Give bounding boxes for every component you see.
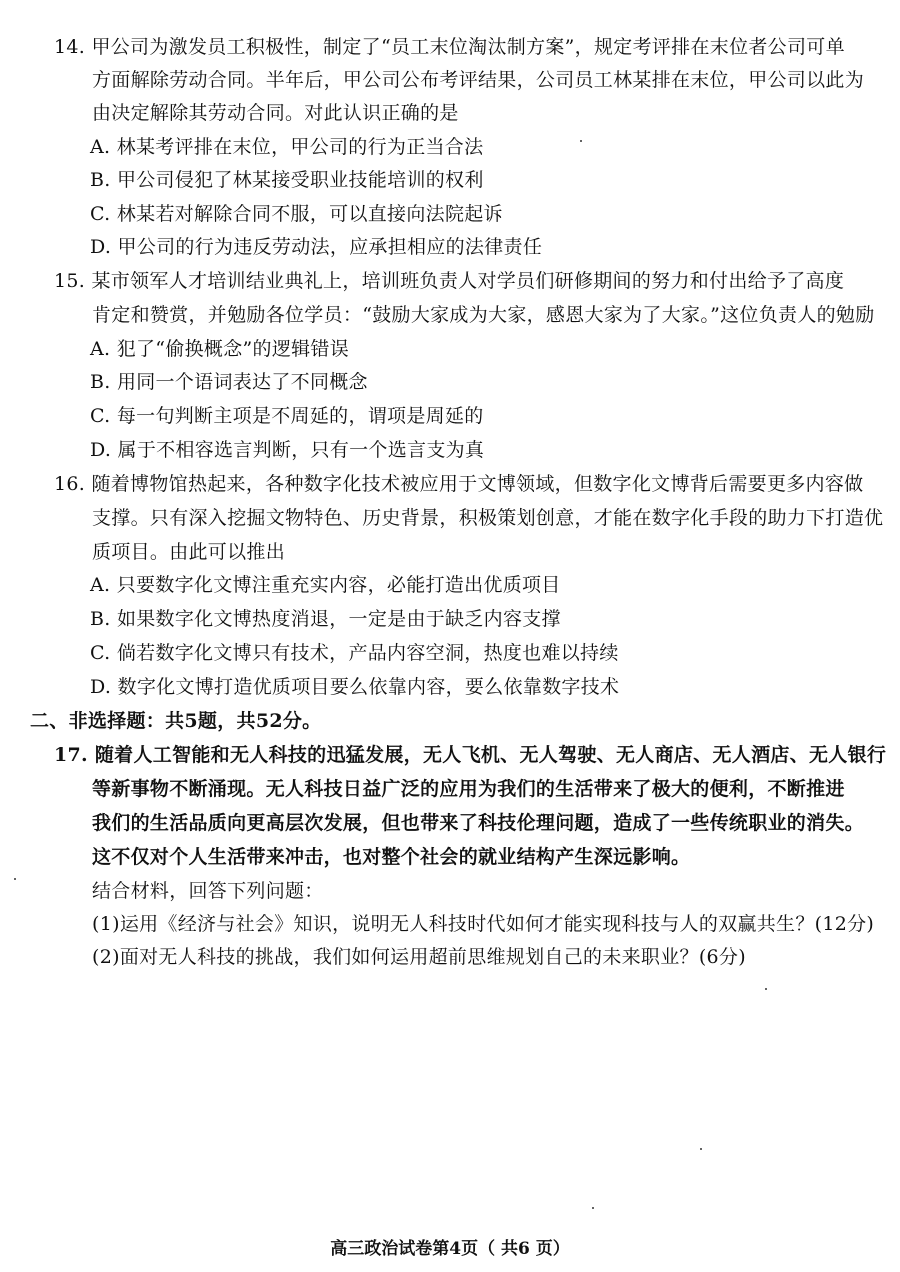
q16-option-c: C. 倘若数字化文博只有技术，产品内容空洞，热度也难以持续 xyxy=(90,642,619,664)
q15-option-d: D. 属于不相容选言判断，只有一个选言支为真 xyxy=(90,439,485,461)
q15-stem-line1: 15. 某市领军人才培训结业典礼上，培训班负责人对学员们研修期间的努力和付出给予了高度 xyxy=(54,270,845,292)
q17-material-line2: 等新事物不断涌现。无人科技日益广泛的应用为我们的生活带来了极大的便利，不断推进 xyxy=(92,778,845,800)
q15-option-b: B. 用同一个语词表达了不同概念 xyxy=(90,371,368,393)
q17-material-line1: 17. 随着人工智能和无人科技的迅猛发展，无人飞机、无人驾驶、无人商店、无人酒店、无人银行 xyxy=(54,744,887,766)
q15-stem-line2: 肯定和赞赏，并勉励各位学员：“鼓励大家成为大家，感恩大家为了大家。”这位负责人的勉励 xyxy=(92,304,875,326)
section-heading-nonchoice: 二、非选择题：共5题，共52分。 xyxy=(30,710,322,732)
q16-stem-line2: 支撑。只有深入挖掘文物特色、历史背景，积极策划创意，才能在数字化手段的助力下打造优 xyxy=(92,507,884,529)
q14-stem-line2: 方面解除劳动合同。半年后，甲公司公布考评结果，公司员工林某排在末位，甲公司以此为 xyxy=(92,69,865,91)
q17-prompt: 结合材料，回答下列问题： xyxy=(92,880,324,902)
scan-speck xyxy=(580,140,582,142)
q15-option-a: A. 犯了“偷换概念”的逻辑错误 xyxy=(90,338,350,360)
q17-material-line4: 这不仅对个人生活带来冲击，也对整个社会的就业结构产生深远影响。 xyxy=(92,846,691,868)
scan-speck xyxy=(765,988,767,990)
q14-option-a: A. 林某考评排在末位，甲公司的行为正当合法 xyxy=(90,136,484,158)
q14-option-d: D. 甲公司的行为违反劳动法，应承担相应的法律责任 xyxy=(90,236,543,258)
q16-option-a: A. 只要数字化文博注重充实内容，必能打造出优质项目 xyxy=(90,574,561,596)
q15-option-c: C. 每一句判断主项是不周延的，谓项是周延的 xyxy=(90,405,484,427)
scan-speck xyxy=(592,1207,594,1209)
q14-option-c: C. 林某若对解除合同不服，可以直接向法院起诉 xyxy=(90,203,503,225)
q17-material-line3: 我们的生活品质向更高层次发展，但也带来了科技伦理问题，造成了一些传统职业的消失。 xyxy=(92,812,865,834)
scan-speck xyxy=(14,878,16,880)
q16-stem-line1: 16. 随着博物馆热起来，各种数字化技术被应用于文博领域，但数字化文博背后需要更多内容做 xyxy=(54,473,864,495)
q17-subquestion-2: (2)面对无人科技的挑战，我们如何运用超前思维规划自己的未来职业？(6分) xyxy=(92,946,746,968)
q16-stem-line3: 质项目。由此可以推出 xyxy=(92,541,286,563)
q14-option-b: B. 甲公司侵犯了林某接受职业技能培训的权利 xyxy=(90,169,484,191)
q17-subquestion-1: (1)运用《经济与社会》知识，说明无人科技时代如何才能实现科技与人的双赢共生？(12分) xyxy=(92,913,875,935)
q16-option-d: D. 数字化文博打造优质项目要么依靠内容，要么依靠数字技术 xyxy=(90,676,620,698)
q14-stem-line3: 由决定解除其劳动合同。对此认识正确的是 xyxy=(92,102,459,124)
q14-stem-line1: 14. 甲公司为激发员工积极性，制定了“员工末位淘汰制方案”，规定考评排在末位者公司可单 xyxy=(54,36,845,58)
scan-speck xyxy=(700,1148,702,1150)
q16-option-b: B. 如果数字化文博热度消退，一定是由于缺乏内容支撑 xyxy=(90,608,561,630)
page-footer: 高三政治试卷第4页（ 共6 页） xyxy=(330,1239,570,1259)
